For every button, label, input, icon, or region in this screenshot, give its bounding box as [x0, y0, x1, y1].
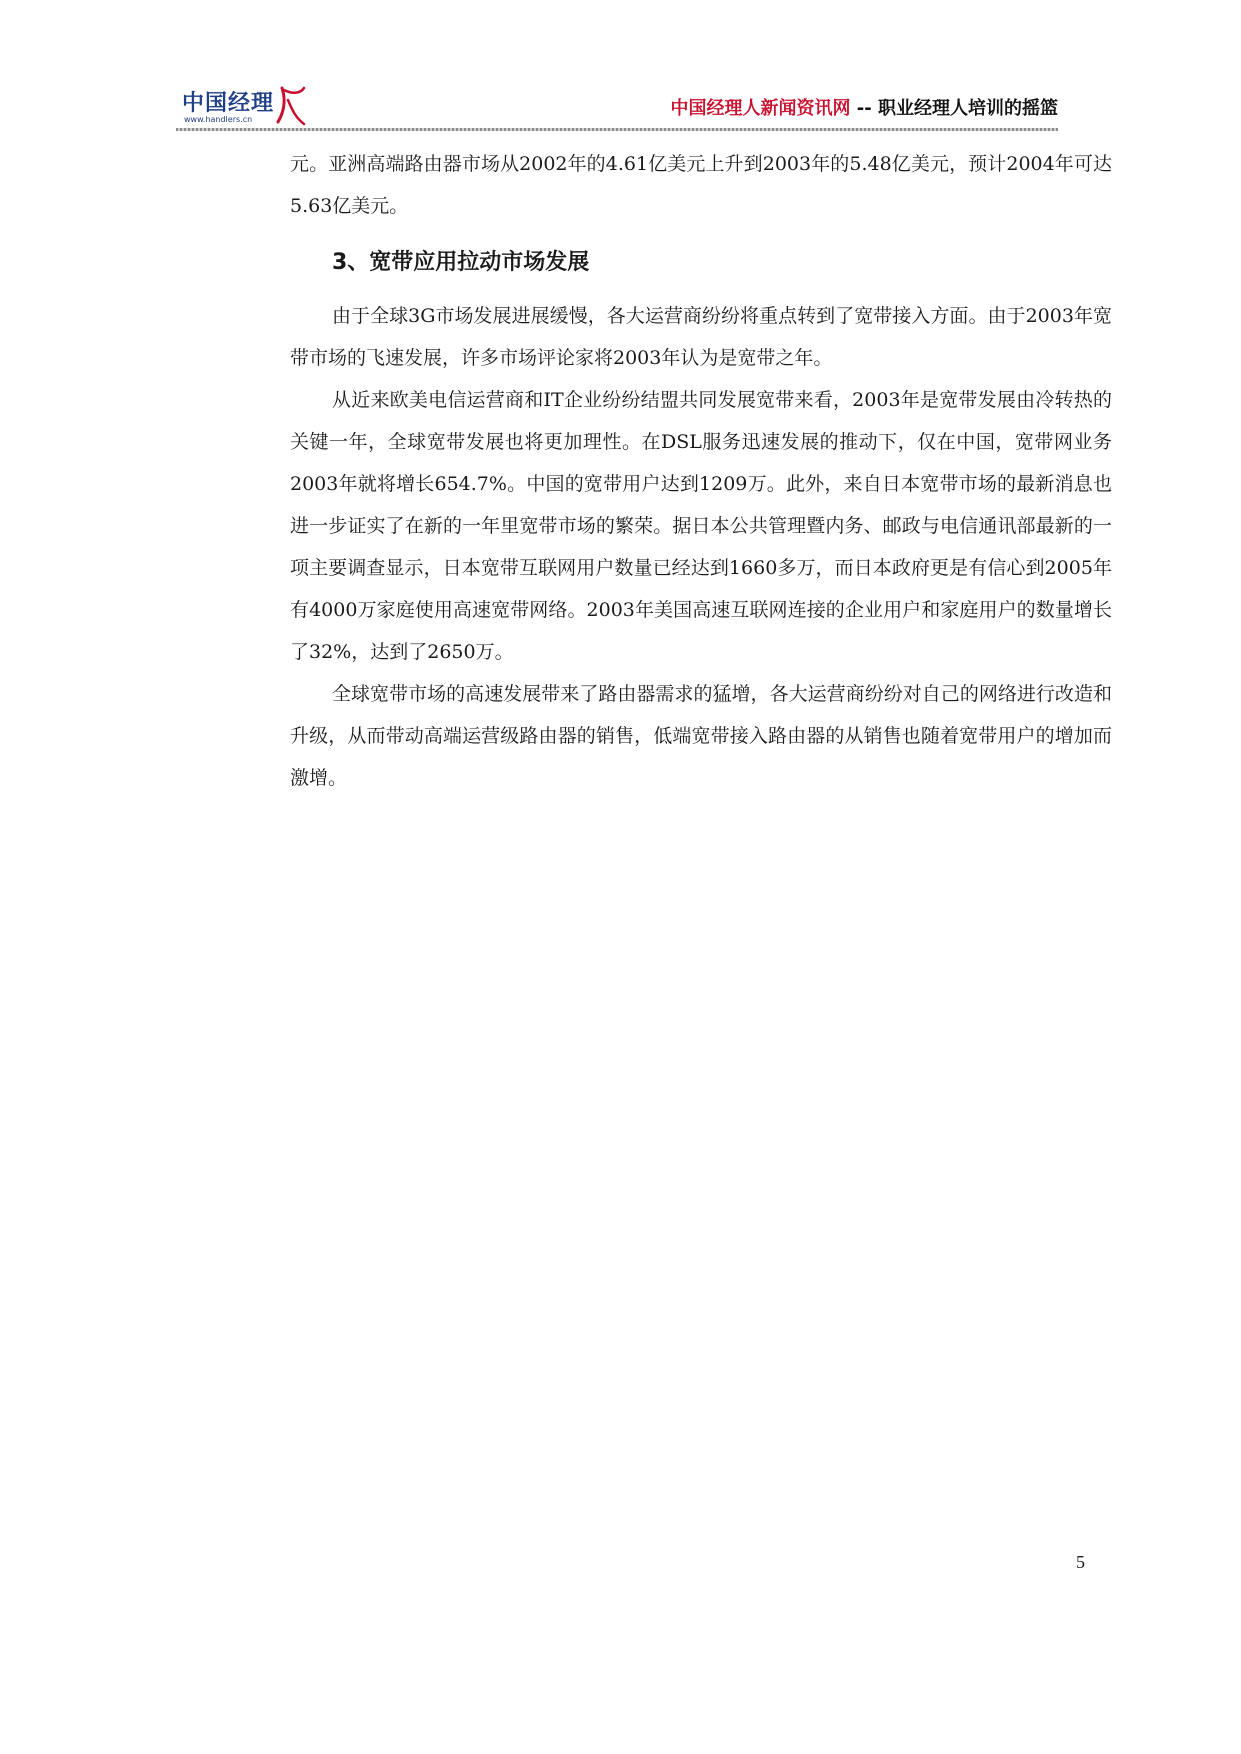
- paragraph: 由于全球3G市场发展进展缓慢，各大运营商纷纷将重点转到了宽带接入方面。由于2003年宽带市场的飞速发展，许多市场评论家将2003年认为是宽带之年。: [290, 305, 1112, 369]
- section-heading: 3、宽带应用拉动市场发展: [332, 250, 590, 275]
- site-logo[interactable]: [176, 84, 304, 130]
- page-header: [176, 84, 1058, 130]
- tagline-separator: --: [850, 98, 878, 119]
- paragraph: 全球宽带市场的高速发展带来了路由器需求的猛增，各大运营商纷纷对自己的网络进行改造和升级，从而带动高端运营级路由器的销售，低端宽带接入路由器的从销售也随着宽带用户的增加而激增。: [290, 683, 1112, 789]
- paragraph: 从近来欧美电信运营商和IT企业纷纷结盟共同发展宽带来看，2003年是宽带发展由冷转热的关键一年，全球宽带发展也将更加理性。在DSL服务迅速发展的推动下，仅在中国，宽带网业务2003年就将增长654.7%。中国的宽带用户达到1209万。此外，来自日本宽带市场的最新消息也进一步证实了在新的一年里宽带市场的繁荣。据日本公共管理暨内务、邮政与电信通讯部最新的一项主要调查显示，日本宽带互联网用户数量已经达到1660多万，而日本政府更是有信心到2005年有4000万家庭使用高速宽带网络。2003年美国高速互联网连接的企业用户和家庭用户的数量增长了32%，达到了2650万。: [290, 389, 1112, 663]
- page-number: 5: [1076, 1552, 1085, 1572]
- paragraph-continued: 元。亚洲高端路由器市场从2002年的4.61亿美元上升到2003年的5.48亿美元，预计2004年可达5.63亿美元。: [290, 153, 1112, 217]
- site-tagline: [671, 94, 1058, 120]
- logo-text: 中国经理: [182, 91, 275, 116]
- tagline-site-name: 中国经理人新闻资讯网: [670, 98, 851, 119]
- header-divider: [176, 128, 1058, 131]
- logo-url: www.handlers.cn: [184, 115, 253, 124]
- tagline-slogan: 职业经理人培训的摇篮: [878, 98, 1058, 119]
- logo-mark-icon: [276, 84, 306, 126]
- document-body: [290, 143, 1112, 799]
